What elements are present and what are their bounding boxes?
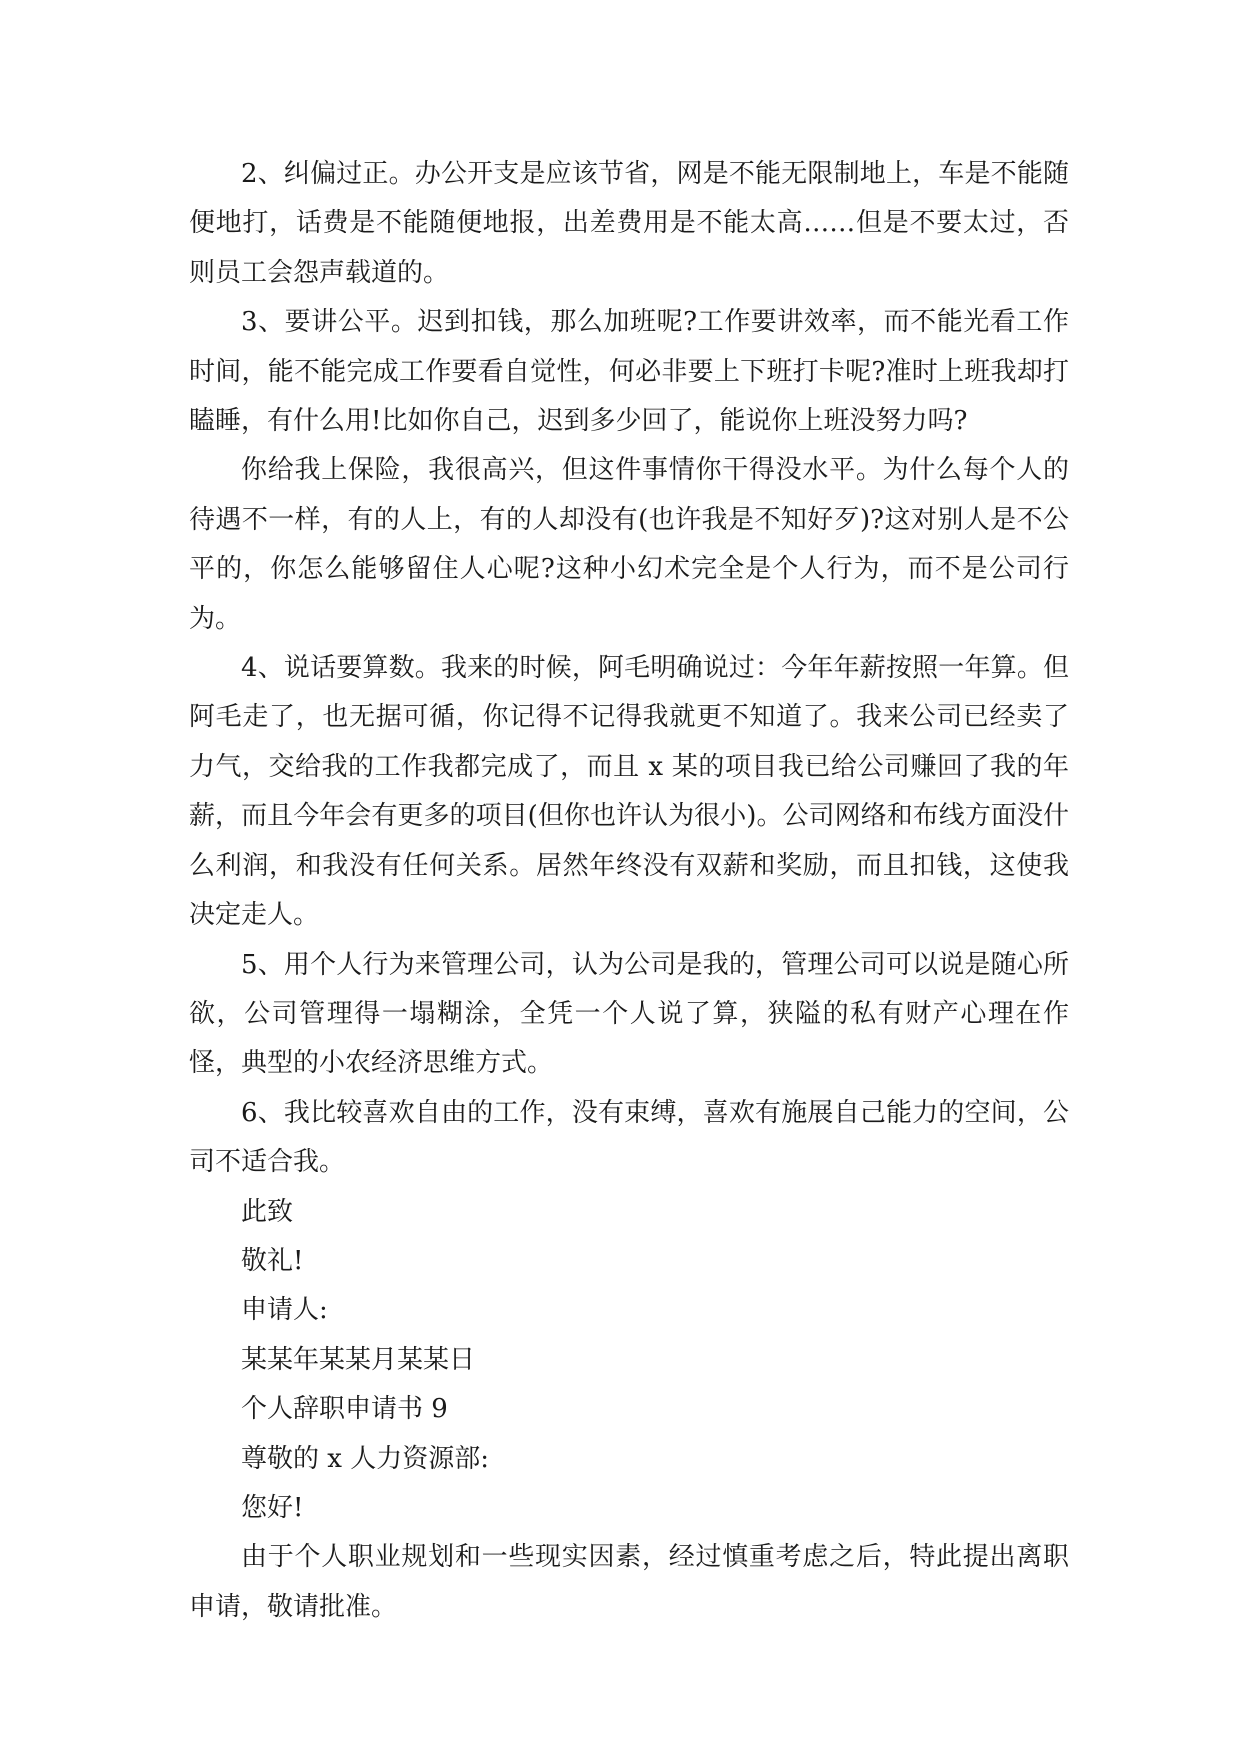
second-letter-recipient: 尊敬的 x 人力资源部: bbox=[241, 1443, 489, 1474]
closing-regards: 敬礼! bbox=[241, 1245, 304, 1276]
paragraph-point-5: 5、用个人行为来管理公司，认为公司是我的，管理公司可以说是随心所欲，公司管理得一塌糊涂，全凭一个人说了算，狭隘的私有财产心理在作怪，典型的小农经济思维方式。 bbox=[189, 949, 1069, 1079]
paragraph-point-3: 3、要讲公平。迟到扣钱，那么加班呢?工作要讲效率，而不能光看工作时间，能不能完成工作要看自觉性，何必非要上下班打卡呢?准时上班我却打瞌睡，有什么用!比如你自己，迟到多少回了，能说你上班没努力吗? bbox=[189, 307, 1069, 437]
applicant-label: 申请人: bbox=[241, 1295, 328, 1326]
paragraph-point-6: 6、我比较喜欢自由的工作，没有束缚，喜欢有施展自己能力的空间，公司不适合我。 bbox=[189, 1097, 1069, 1178]
second-letter-greeting: 您好! bbox=[241, 1492, 304, 1523]
paragraph-point-4: 4、说话要算数。我来的时候，阿毛明确说过：今年年薪按照一年算。但阿毛走了，也无据可循，你记得不记得我就更不知道了。我来公司已经卖了力气，交给我的工作我都完成了，而且 x 某的项目我已给公司赚回了我的年薪，而且今年会有更多的项目(但你也许认为很小)。公司网络和布线方面没什么利润，和我没有任何关系。居然年终没有双薪和奖励，而且扣钱，这使我决定走人。 bbox=[189, 653, 1069, 931]
closing-salutation: 此致 bbox=[241, 1196, 294, 1227]
second-letter-title: 个人辞职申请书 9 bbox=[241, 1394, 448, 1425]
paragraph-insurance: 你给我上保险，我很高兴，但这件事情你干得没水平。为什么每个人的待遇不一样，有的人上，有的人却没有(也许我是不知好歹)?这对别人是不公平的，你怎么能够留住人心呢?这种小幻术完全是个人行为，而不是公司行为。 bbox=[189, 455, 1069, 634]
paragraph-point-2: 2、纠偏过正。办公开支是应该节省，网是不能无限制地上，车是不能随便地打，话费是不能随便地报，出差费用是不能太高……但是不要太过，否则员工会怨声载道的。 bbox=[189, 159, 1069, 288]
second-letter-body: 由于个人职业规划和一些现实因素，经过慎重考虑之后，特此提出离职申请，敬请批准。 bbox=[189, 1542, 1069, 1622]
letter-date: 某某年某某月某某日 bbox=[241, 1344, 476, 1375]
document-body bbox=[189, 150, 1069, 1632]
